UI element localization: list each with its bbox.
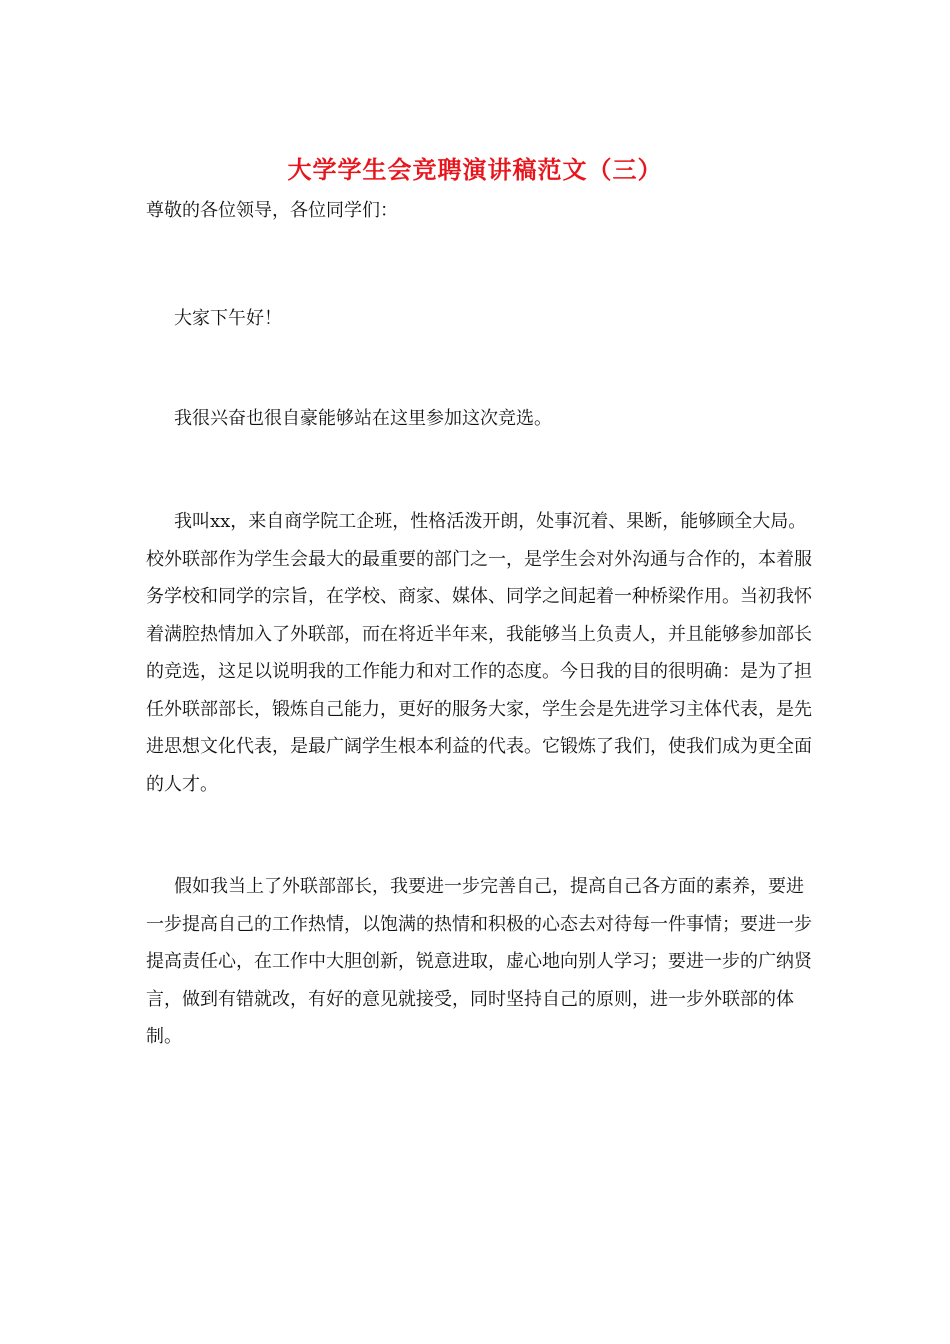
- paragraph-greeting: 大家下午好！: [174, 308, 282, 329]
- paragraph-plans: 假如我当上了外联部部长，我要进一步完善自己，提高自己各方面的素养，要进一步提高自己的工作热情，以饱满的热情和积极的心态去对待每一件事情；要进一步提高责任心，在工作中大胆创新，锐意进取，虚心地向别人学习；要进一步的广纳贤言，做到有错就改，有好的意见就接受，同时坚持自己的原则，进一步外联部的体制。: [146, 876, 812, 1047]
- paragraph-self-introduction: 我叫xx，来自商学院工企班，性格活泼开朗，处事沉着、果断，能够顾全大局。校外联部作为学生会最大的最重要的部门之一，是学生会对外沟通与合作的，本着服务学校和同学的宗旨，在学校、商家、媒体、同学之间起着一种桥梁作用。当初我怀着满腔热情加入了外联部，而在将近半年来，我能够当上负责人，并且能够参加部长的竞选，这足以说明我的工作能力和对工作的态度。今日我的目的很明确：是为了担任外联部部长，锻炼自己能力，更好的服务大家，学生会是先进学习主体代表，是先进思想文化代表，是最广阔学生根本利益的代表。它锻炼了我们，使我们成为更全面的人才。: [146, 511, 812, 795]
- paragraph-intro: 我很兴奋也很自豪能够站在这里参加这次竞选。: [174, 408, 552, 429]
- salutation: 尊敬的各位领导，各位同学们：: [146, 200, 398, 221]
- document-title: 大学学生会竞聘演讲稿范文（三）: [287, 155, 663, 184]
